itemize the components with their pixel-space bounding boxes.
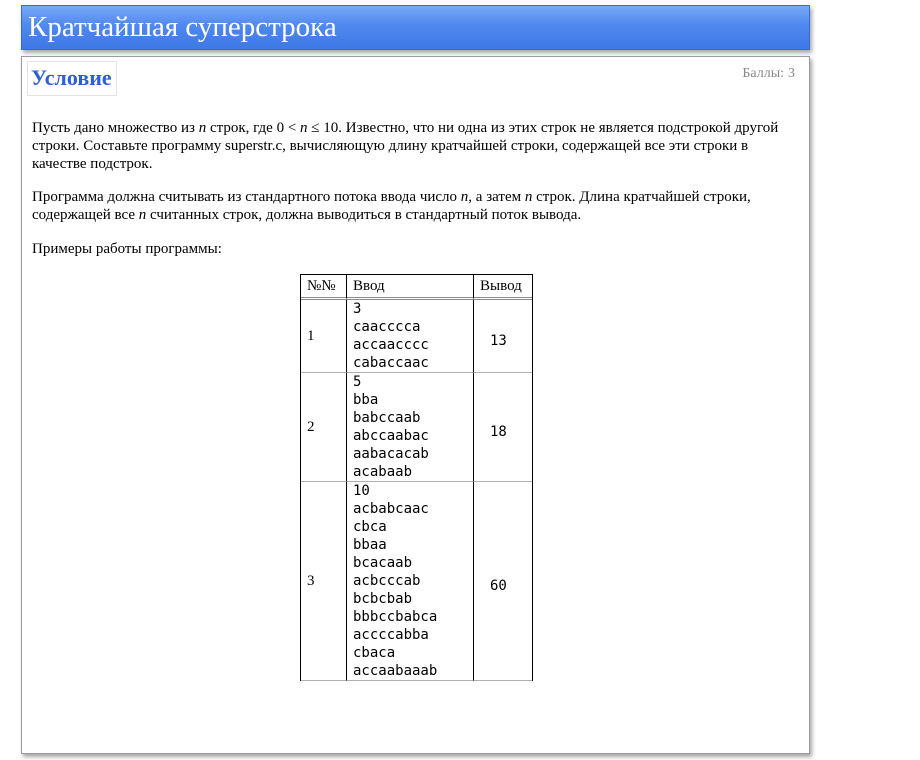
problem-panel [21, 56, 810, 754]
table-header-row [301, 274, 532, 300]
statement-text: ≤ 10. Известно, что ни одна из этих строк не является подстрокой другой строки. Составьте программу superstr.c, вычисляющую длину кратчайшей строки, содержащей все эти строки в качестве подстрок. [32, 120, 779, 172]
input-line: bcacaab [353, 555, 413, 571]
input-line: caacccca [353, 319, 421, 335]
example-output: 60 [473, 482, 532, 681]
title-bar [21, 5, 810, 50]
statement-text: Пусть дано множество из [32, 120, 199, 136]
score-value: 3 [788, 66, 795, 81]
table-row [301, 482, 532, 681]
var-n: n [138, 207, 147, 223]
var-n: n [524, 189, 533, 205]
input-line: accaabaaab [353, 663, 438, 679]
section-heading: Условие [27, 61, 117, 96]
input-line: aabacacab [353, 446, 429, 462]
var-n: n [300, 120, 308, 136]
statement-text: строк, где 0 < [206, 120, 301, 136]
header-output: Вывод [473, 274, 532, 300]
example-input [346, 482, 473, 681]
input-line: bbbccbabca [353, 609, 438, 625]
input-line: abccaabac [353, 428, 429, 444]
header-input: Ввод [346, 274, 473, 300]
header-num: №№ [301, 274, 346, 300]
input-line: 5 [353, 374, 362, 390]
score-label [742, 66, 795, 82]
input-line: bbaa [353, 537, 387, 553]
input-line: bcbcbab [353, 591, 413, 607]
input-line: babccaab [353, 410, 421, 426]
var-n: n [198, 120, 207, 136]
input-line: cbaca [353, 645, 396, 661]
statement-paragraph-1 [32, 119, 802, 173]
example-number: 3 [301, 482, 346, 681]
input-line: acabaab [353, 464, 413, 480]
example-output: 13 [473, 300, 532, 373]
input-line: accaacccc [353, 337, 429, 353]
statement-text: строк. Длина кратчайшей строки, содержащей все [32, 189, 751, 223]
input-line: 3 [353, 301, 362, 317]
example-input [346, 300, 473, 373]
example-output: 18 [473, 373, 532, 482]
input-line: 10 [353, 483, 370, 499]
input-line: cbca [353, 519, 387, 535]
table-row [301, 300, 532, 373]
example-input [346, 373, 473, 482]
example-number: 2 [301, 373, 346, 482]
var-n: n [460, 189, 469, 205]
input-line: acbcccab [353, 573, 421, 589]
score-label-text: Баллы: [742, 66, 784, 81]
input-line: acbabcaac [353, 501, 429, 517]
examples-body [301, 300, 532, 681]
statement-text: считанных строк, должна выводиться в стандартный поток вывода. [146, 207, 582, 223]
input-line: bba [353, 392, 379, 408]
table-row [301, 373, 532, 482]
examples-label: Примеры работы программы: [32, 241, 222, 257]
statement-text: , а затем [468, 189, 525, 205]
input-line: accccabba [353, 627, 429, 643]
input-line: cabaccaac [353, 355, 429, 371]
page-title: Кратчайшая суперстрока [28, 11, 337, 43]
statement-paragraph-2 [32, 188, 802, 224]
examples-table [300, 274, 533, 681]
example-number: 1 [301, 300, 346, 373]
statement-text: Программа должна считывать из стандартного потока ввода число [32, 189, 461, 205]
